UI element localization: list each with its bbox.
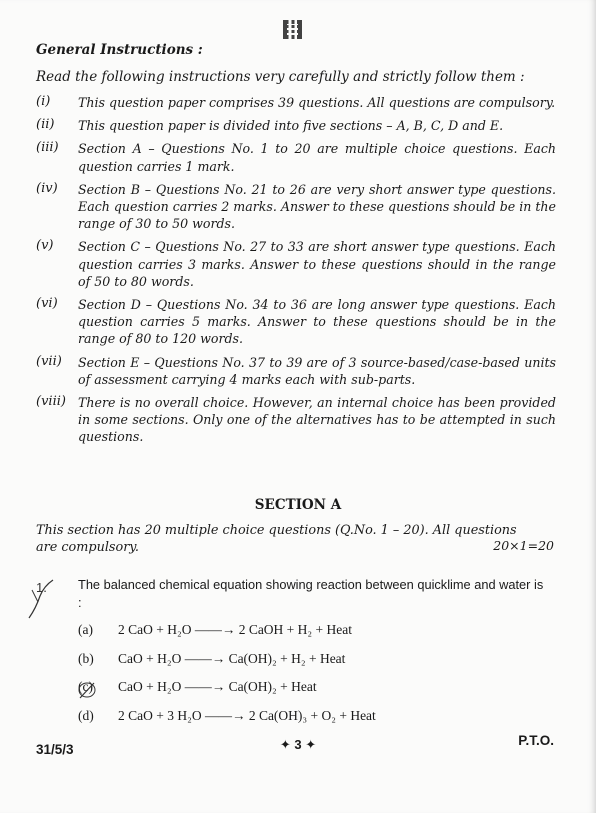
option-label: (b) [78,650,94,666]
option-equation: 2 CaO + H₂O ——→ 2 CaOH + H₂ + Heat [118,622,352,637]
instruction-text: This question paper comprises 39 questions. All questions are compulsory. [78,95,556,110]
instruction-item [36,181,556,233]
option-label: (d) [78,707,94,723]
pto-label: P.T.O. [518,733,554,748]
instruction-text: This question paper is divided into five sections – A, B, C, D and E. [78,118,504,134]
question-number: 1. [36,580,47,595]
instruction-text: Section B – Questions No. 21 to 26 are very short answer type questions. Each question carries 2 marks. Answer to these questions should be in the range of 30 to 50 words. [78,181,556,232]
instruction-item [36,117,556,134]
option-label: (c) [78,679,93,694]
general-instructions-title: General Instructions : [36,42,203,58]
option-b [78,651,376,680]
section-a-title: SECTION A [254,497,342,513]
instruction-number: (v) [36,238,54,254]
instruction-number: (iii) [36,140,59,156]
instruction-number: (vi) [36,296,58,312]
instruction-number: (viii) [36,394,66,410]
instruction-text: Section E – Questions No. 37 to 39 are of 3 source-based/case-based units of assessment carrying 4 marks each with sub-parts. [78,354,556,387]
question-text: The balanced chemical equation showing reaction between quicklime and water is : [78,577,544,610]
instruction-item [36,140,556,174]
option-equation: CaO + H₂O ——→ Ca(OH)₂ + Heat [118,679,317,694]
option-label: (a) [78,622,93,637]
option-d [78,708,376,737]
instruction-item [36,296,556,348]
handwritten-mark-icon [76,680,98,700]
options-list [78,622,376,736]
instruction-item [36,238,556,290]
option-a [78,622,376,651]
instruction-number: (vii) [36,353,62,369]
instruction-list [36,94,556,452]
instruction-item [36,394,556,446]
instructions-intro: Read the following instructions very carefully and strictly follow them : [36,69,525,85]
question-1 [78,576,548,612]
instruction-number: (ii) [36,117,55,133]
instruction-number: (iv) [36,180,58,196]
qr-code-icon [283,20,302,39]
instruction-item [36,94,556,111]
instruction-text: Section C – Questions No. 27 to 33 are short answer type questions. Each question carries 3 marks. Answer to these questions should in the range of 50 to 80 words. [78,239,556,289]
option-c [78,679,376,708]
instruction-text: There is no overall choice. However, an internal choice has been provided in some sections. Only one of the alternatives has to be attempted in such questions. [78,395,556,445]
section-a-intro: This section has 20 multiple choice questions (Q.No. 1 – 20). All questions are compulsory. [36,523,517,555]
page-number: ✦ 3 ✦ [279,737,317,752]
instruction-text: Section D – Questions No. 34 to 36 are long answer type questions. Each question carries 5 marks. Answer to these questions should be in the range of 80 to 120 words. [78,297,556,347]
section-a-marks: 20×1=20 [493,538,554,553]
instruction-number: (i) [36,94,51,109]
paper-code: 31/5/3 [36,742,74,757]
option-equation: CaO + H₂O ——→ Ca(OH)₂ + H₂ + Heat [118,650,346,666]
instruction-text: Section A – Questions No. 1 to 20 are multiple choice questions. Each question carries 1 mark. [78,141,556,174]
instruction-item [36,354,556,388]
option-equation: 2 CaO + 3 H₂O ——→ 2 Ca(OH)₃ + O₂ + Heat [118,707,376,723]
